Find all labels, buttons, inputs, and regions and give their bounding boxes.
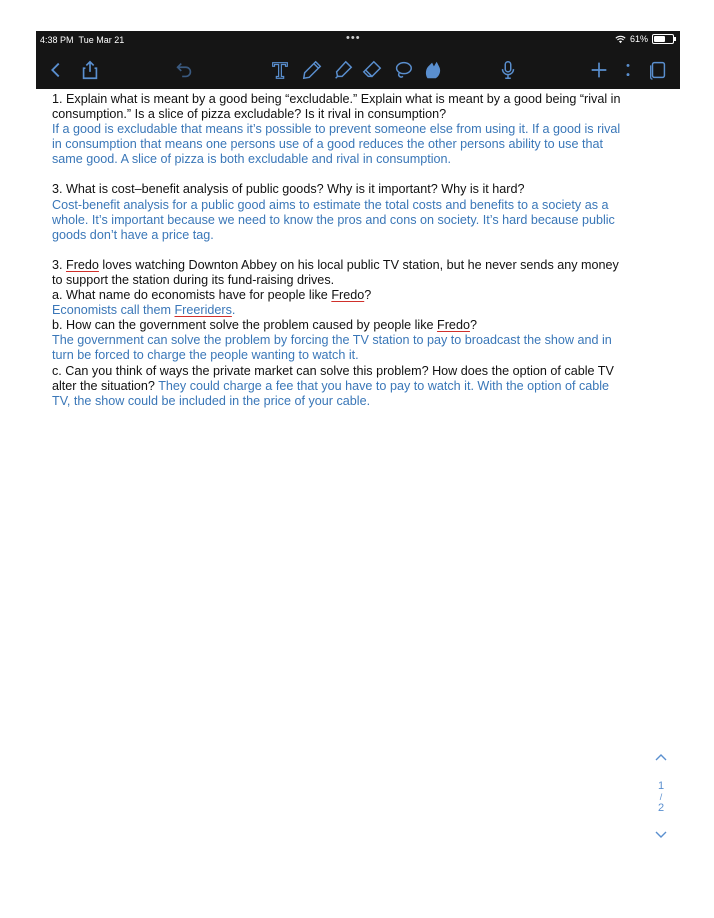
battery-icon (652, 34, 674, 44)
misspelled-word: Freeriders (174, 303, 232, 318)
answer-3b-line-1: The government can solve the problem by forcing the TV station to pay to broadcast the show and in (52, 333, 612, 348)
undo-icon[interactable] (172, 58, 196, 82)
lasso-icon[interactable] (391, 58, 415, 82)
battery-fill (654, 36, 665, 42)
question-3-number: 3. (52, 257, 63, 272)
answer-3c-line-1: They could charge a fee that you have to pay to watch it. With the option of cable (158, 378, 610, 393)
question-3a-end: ? (364, 288, 372, 303)
page-separator: / (659, 792, 663, 802)
question-1-line-2: consumption.” Is a slice of pizza excludable? Is it rival in consumption? (52, 107, 447, 122)
question-1-line-1: 1. Explain what is meant by a good being “excludable.” Explain what is meant by a good being “rival in (52, 92, 621, 106)
pages-icon[interactable] (646, 58, 670, 82)
answer-3b-line-2: turn be forced to charge the people wanting to watch it. (52, 348, 359, 363)
question-3c-line-2: alter the situation? (52, 378, 155, 393)
total-pages-number: 2 (657, 802, 665, 814)
pen-icon[interactable] (300, 58, 324, 82)
status-right (615, 34, 674, 44)
share-icon[interactable] (78, 58, 102, 82)
color-icon[interactable] (421, 58, 445, 82)
misspelled-word: Fredo (66, 257, 99, 272)
back-icon[interactable] (44, 58, 68, 82)
misspelled-word: Fredo (331, 288, 365, 303)
answer-1-line-2: in consumption that means one persons use of a good reduces the other persons ability to use that (52, 137, 603, 152)
misspelled-word: Fredo (437, 318, 470, 333)
answer-3c-line-2: TV, the show could be included in the price of your cable. (52, 393, 371, 408)
answer-3a-text: Economists call them (52, 303, 171, 318)
question-1 (52, 92, 672, 122)
eraser-icon[interactable] (360, 58, 384, 82)
toolbar (36, 53, 680, 87)
more-icon[interactable] (616, 58, 640, 82)
battery-percent: 61% (629, 34, 648, 44)
status-clock: 4:38 PM (40, 35, 74, 45)
answer-1-line-1: If a good is excludable that means it’s possible to prevent someone else from using it. If a good is rival (52, 122, 621, 137)
question-3c-line-1: c. Can you think of ways the private market can solve this problem? How does the option of cable TV (52, 363, 614, 378)
answer-2 (52, 198, 672, 243)
chevron-down-icon[interactable] (654, 830, 668, 840)
microphone-icon[interactable] (496, 58, 520, 82)
question-3-line-1: loves watching Downton Abbey on his local public TV station, but he never sends any money (102, 257, 619, 272)
question-3-line-2: to support the station during its fund-raising drives. (52, 272, 335, 287)
document-page[interactable] (52, 92, 672, 409)
current-page-number: 1 (657, 780, 665, 792)
answer-2-line-3: goods don’t have a price tag. (52, 227, 214, 242)
question-3b: b. How can the government solve the problem caused by people like (52, 318, 434, 333)
question-3 (52, 258, 672, 409)
app-chrome (36, 31, 680, 89)
answer-2-line-2: whole. It’s important because we need to know the pros and cons on society. It’s hard because public (52, 212, 615, 227)
status-time (40, 35, 124, 45)
answer-3a-end: . (231, 303, 236, 318)
answer-2-line-1: Cost-benefit analysis for a public good aims to estimate the total costs and benefits to a society as a (52, 197, 609, 212)
answer-3a (52, 303, 235, 317)
answer-1 (52, 122, 672, 167)
question-3a: a. What name do economists have for people like (52, 288, 328, 303)
status-date: Tue Mar 21 (78, 35, 125, 45)
question-2-line-1: 3. What is cost–benefit analysis of public goods? Why is it important? Why is it hard? (52, 182, 525, 197)
text-tool-icon[interactable] (268, 58, 292, 82)
highlighter-icon[interactable] (331, 58, 355, 82)
spacer (52, 167, 672, 182)
question-2 (52, 182, 672, 197)
spacer (52, 243, 672, 258)
question-3b-end: ? (469, 318, 477, 333)
add-icon[interactable] (587, 58, 611, 82)
multitasking-dots-icon[interactable]: ••• (346, 32, 361, 44)
status-bar (36, 31, 680, 48)
page-indicator (649, 752, 673, 848)
wifi-icon (615, 35, 626, 44)
answer-1-line-3: same good. A slice of pizza is both excludable and rival in consumption. (52, 152, 452, 167)
chevron-up-icon[interactable] (654, 752, 668, 762)
